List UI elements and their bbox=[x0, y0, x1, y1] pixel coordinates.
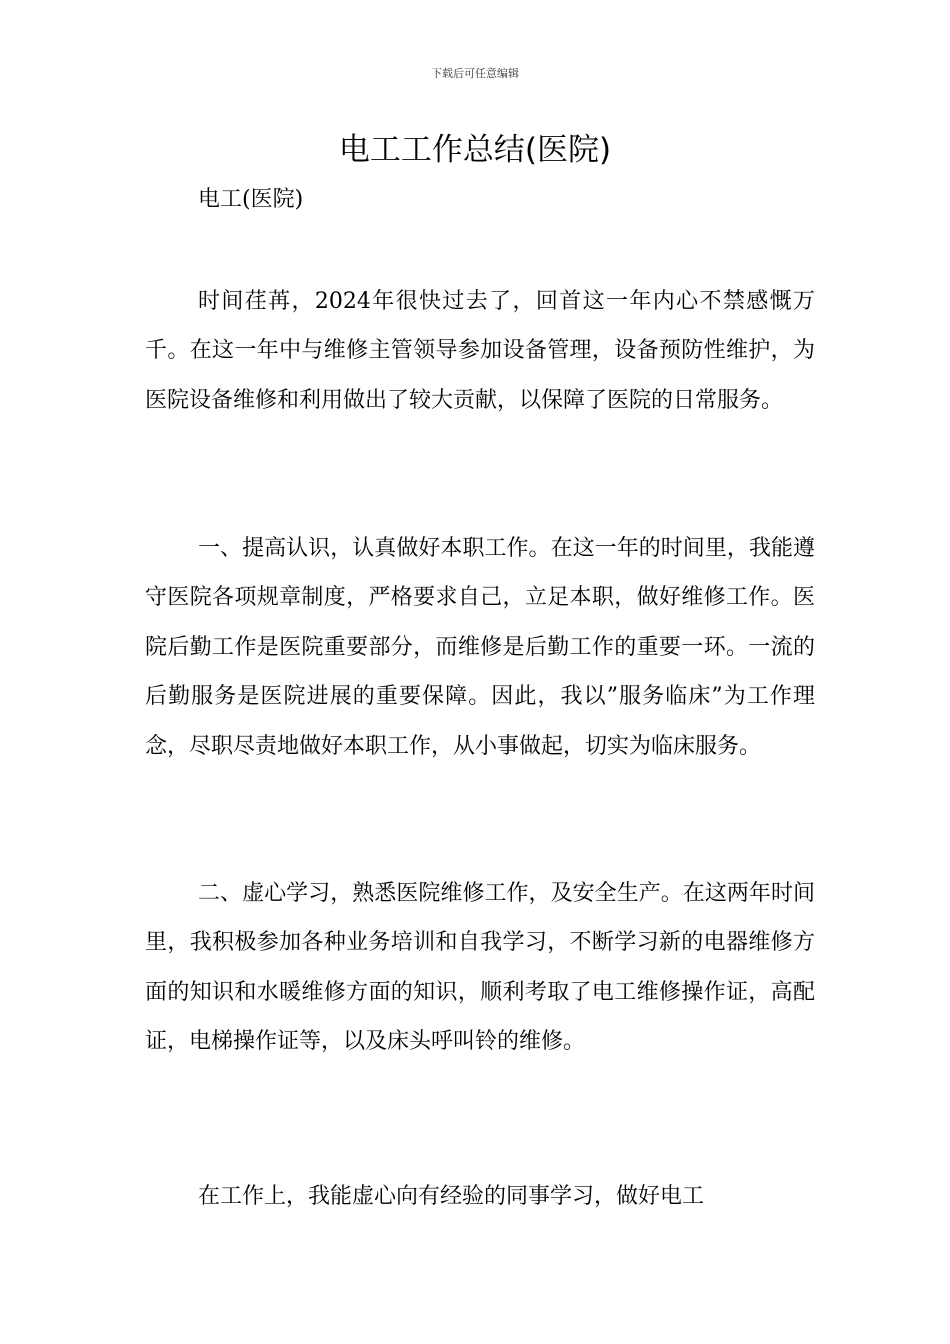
header-note: 下载后可任意编辑 bbox=[431, 67, 519, 80]
paragraph-section-two: 二、虚心学习，熟悉医院维修工作，及安全生产。在这两年时间里，我积极参加各种业务培训和自我学习，不断学习新的电器维修方面的知识和水暖维修方面的知识，顺利考取了电工维修操作证，高配证，电梯操作证等，以及床头呼叫铃的维修。 bbox=[145, 881, 815, 1055]
paragraph-intro: 时间荏苒，2024年很快过去了，回首这一年内心不禁感慨万千。在这一年中与维修主管领导参加设备管理，设备预防性维护，为医院设备维修和利用做出了较大贡献，以保障了医院的日常服务。 bbox=[145, 289, 815, 413]
document-subtitle: 电工(医院) bbox=[198, 187, 304, 212]
paragraph-section-one: 一、提高认识，认真做好本职工作。在这一年的时间里，我能遵守医院各项规章制度，严格要求自己，立足本职，做好维修工作。医院后勤工作是医院重要部分，而维修是后勤工作的重要一环。一流的后勤服务是医院进展的重要保障。因此，我以”服务临床”为工作理念，尽职尽责地做好本职工作，从小事做起，切实为临床服务。 bbox=[145, 536, 815, 759]
paragraph-work-continued: 在工作上，我能虚心向有经验的同事学习，做好电工 bbox=[198, 1184, 705, 1209]
document-title: 电工工作总结(医院) bbox=[338, 132, 612, 168]
